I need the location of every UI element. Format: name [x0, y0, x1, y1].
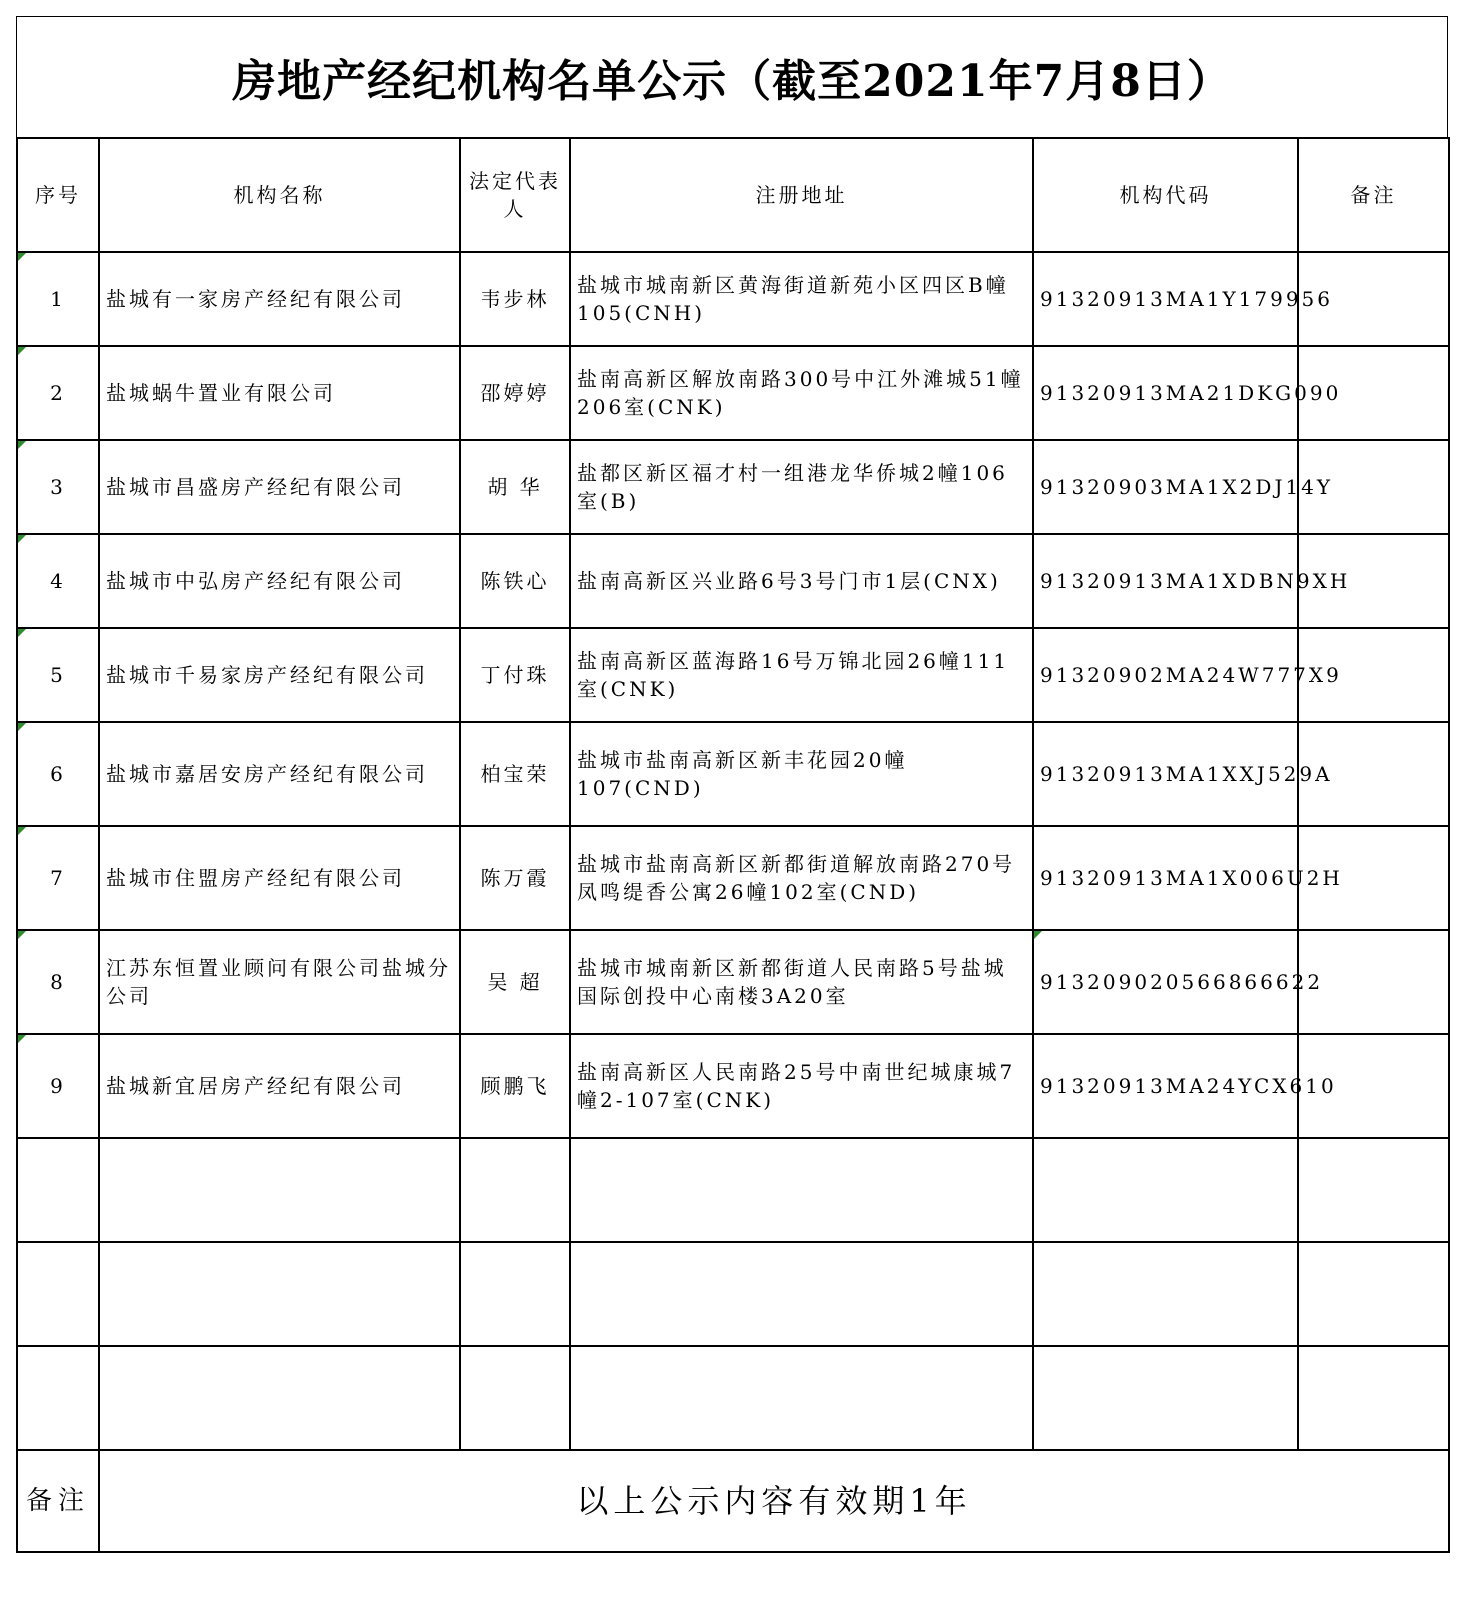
cell-address-text: 盐南高新区兴业路6号3号门市1层(CNX) — [577, 569, 1001, 593]
footer-note: 以上公示内容有效期1年 — [99, 1450, 1449, 1552]
empty-cell — [17, 1346, 99, 1450]
cell-name — [99, 346, 460, 440]
cell-code — [1033, 252, 1333, 346]
cell-address-text: 盐都区新区福才村一组港龙华侨城2幢106室(B) — [577, 461, 1008, 513]
cell-address — [570, 534, 1033, 628]
cell-code — [1033, 440, 1334, 534]
table-header-row — [17, 138, 1449, 252]
cell-no — [17, 346, 99, 440]
cell-name-text: 盐城市嘉居安房产经纪有限公司 — [106, 762, 428, 786]
cell-no — [17, 826, 99, 930]
header-remark: 备注 — [1298, 138, 1449, 252]
page-title: 房地产经纪机构名单公示（截至2021年7月8日） — [232, 56, 1232, 107]
empty-cell — [1033, 1138, 1298, 1242]
empty-cell — [99, 1242, 460, 1346]
empty-cell — [570, 1242, 1033, 1346]
cell-name-text: 盐城市中弘房产经纪有限公司 — [106, 569, 405, 593]
empty-row — [17, 1242, 1449, 1346]
cell-name — [99, 826, 460, 930]
empty-cell — [17, 1138, 99, 1242]
table-row — [17, 534, 1449, 628]
empty-row — [17, 1346, 1449, 1450]
cell-remark — [1298, 826, 1449, 930]
cell-name-text: 盐城市昌盛房产经纪有限公司 — [106, 475, 405, 499]
empty-cell — [570, 1138, 1033, 1242]
empty-cell — [460, 1346, 570, 1450]
cell-no-text: 3 — [50, 475, 66, 499]
cell-corner-marker-icon — [18, 629, 26, 637]
cell-name — [99, 628, 460, 722]
cell-name — [99, 440, 460, 534]
table-row — [17, 722, 1449, 826]
cell-rep — [460, 534, 570, 628]
cell-address — [570, 252, 1033, 346]
empty-cell — [99, 1346, 460, 1450]
cell-address-text: 盐城市城南新区黄海街道新苑小区四区B幢105(CNH) — [577, 273, 1009, 325]
document-sheet — [16, 16, 1448, 1553]
cell-code — [1033, 826, 1343, 930]
cell-remark — [1298, 722, 1449, 826]
cell-name-text: 盐城蜗牛置业有限公司 — [106, 381, 336, 405]
cell-code-text: 91320913MA1Y179956 — [1040, 287, 1333, 311]
cell-code-text: 91320913MA1XDBN9XH — [1040, 569, 1351, 593]
cell-rep — [460, 346, 570, 440]
empty-cell — [1298, 1242, 1449, 1346]
cell-rep-text: 韦步林 — [480, 287, 550, 311]
cell-name-text: 江苏东恒置业顾问有限公司盐城分公司 — [106, 956, 451, 1008]
cell-rep-text: 邵婷婷 — [480, 381, 550, 405]
cell-address — [570, 346, 1033, 440]
cell-no-text: 8 — [50, 970, 66, 994]
cell-code-text: 91320913MA1XXJ529A — [1040, 762, 1333, 786]
cell-rep — [460, 930, 570, 1034]
cell-address-text: 盐城市盐南高新区新都街道解放南路270号凤鸣缇香公寓26幢102室(CND) — [577, 852, 1016, 904]
cell-corner-marker-icon — [18, 1035, 26, 1043]
cell-corner-marker-icon — [18, 931, 26, 939]
cell-rep — [460, 440, 570, 534]
table-row — [17, 440, 1449, 534]
cell-no — [17, 1034, 99, 1138]
cell-code-text: 91320913MA24YCX610 — [1040, 1074, 1337, 1098]
cell-corner-marker-icon — [18, 253, 26, 261]
cell-code — [1033, 1034, 1337, 1138]
footer-row — [17, 1450, 1449, 1552]
cell-code-text: 91320902MA24W777X9 — [1040, 663, 1342, 687]
cell-remark — [1298, 628, 1449, 722]
cell-name — [99, 252, 460, 346]
cell-rep-text: 陈万霞 — [480, 866, 550, 890]
cell-code-text: 91320913MA21DKG090 — [1040, 381, 1342, 405]
cell-remark — [1298, 440, 1449, 534]
cell-remark — [1298, 252, 1449, 346]
footer-label: 备注 — [17, 1450, 99, 1552]
cell-remark — [1298, 346, 1449, 440]
cell-no — [17, 440, 99, 534]
empty-cell — [1033, 1346, 1298, 1450]
cell-rep-text: 柏宝荣 — [480, 762, 550, 786]
cell-code — [1033, 628, 1342, 722]
cell-no-text: 9 — [50, 1074, 66, 1098]
table-row — [17, 826, 1449, 930]
header-code: 机构代码 — [1033, 138, 1298, 252]
cell-no-text: 1 — [50, 287, 66, 311]
cell-name — [99, 930, 460, 1034]
empty-cell — [460, 1242, 570, 1346]
cell-code — [1033, 722, 1333, 826]
cell-code — [1033, 534, 1351, 628]
header-rep: 法定代表人 — [460, 138, 570, 252]
cell-rep-text: 陈铁心 — [480, 569, 550, 593]
cell-address-text: 盐南高新区人民南路25号中南世纪城康城7幢2-107室(CNK) — [577, 1060, 1016, 1112]
empty-row — [17, 1138, 1449, 1242]
empty-cell — [17, 1242, 99, 1346]
cell-name-text: 盐城新宜居房产经纪有限公司 — [106, 1074, 405, 1098]
cell-address — [570, 1034, 1033, 1138]
cell-remark — [1298, 1034, 1449, 1138]
cell-no — [17, 628, 99, 722]
header-name: 机构名称 — [99, 138, 460, 252]
cell-address-text: 盐南高新区蓝海路16号万锦北园26幢111室(CNK) — [577, 649, 1010, 701]
table-row — [17, 628, 1449, 722]
cell-name-text: 盐城市住盟房产经纪有限公司 — [106, 866, 405, 890]
header-address: 注册地址 — [570, 138, 1033, 252]
cell-address-text: 盐南高新区解放南路300号中江外滩城51幢206室(CNK) — [577, 367, 1024, 419]
cell-corner-marker-icon — [18, 347, 26, 355]
cell-corner-marker-icon — [18, 723, 26, 731]
cell-name — [99, 534, 460, 628]
cell-no — [17, 722, 99, 826]
empty-cell — [460, 1138, 570, 1242]
cell-address — [570, 722, 1033, 826]
cell-no-text: 7 — [50, 866, 66, 890]
cell-rep — [460, 722, 570, 826]
cell-rep — [460, 628, 570, 722]
cell-address-text: 盐城市城南新区新都街道人民南路5号盐城国际创投中心南楼3A20室 — [577, 956, 1007, 1008]
cell-corner-marker-icon — [18, 827, 26, 835]
empty-cell — [99, 1138, 460, 1242]
cell-address — [570, 628, 1033, 722]
cell-code-text: 91320903MA1X2DJ14Y — [1040, 475, 1334, 499]
empty-cell — [1298, 1138, 1449, 1242]
cell-corner-marker-icon — [18, 535, 26, 543]
cell-no — [17, 534, 99, 628]
table-row — [17, 1034, 1449, 1138]
cell-no-text: 4 — [50, 569, 66, 593]
cell-rep-text: 吴 超 — [487, 970, 543, 994]
cell-rep — [460, 1034, 570, 1138]
cell-code-text: 91320913MA1X006U2H — [1040, 866, 1343, 890]
cell-no-text: 6 — [50, 762, 66, 786]
cell-name-text: 盐城市千易家房产经纪有限公司 — [106, 663, 428, 687]
cell-no-text: 5 — [50, 663, 66, 687]
table-row — [17, 252, 1449, 346]
cell-rep — [460, 252, 570, 346]
cell-code — [1033, 346, 1342, 440]
cell-corner-marker-icon — [1034, 931, 1042, 939]
table-row — [17, 346, 1449, 440]
header-no: 序号 — [17, 138, 99, 252]
cell-no-text: 2 — [50, 381, 66, 405]
cell-no — [17, 252, 99, 346]
cell-corner-marker-icon — [18, 441, 26, 449]
cell-address-text: 盐城市盐南高新区新丰花园20幢107(CND) — [577, 748, 908, 800]
cell-remark — [1298, 930, 1449, 1034]
empty-cell — [570, 1346, 1033, 1450]
cell-address — [570, 826, 1033, 930]
empty-cell — [1298, 1346, 1449, 1450]
table-row — [17, 930, 1449, 1034]
cell-rep-text: 顾鹏飞 — [480, 1074, 550, 1098]
cell-code — [1033, 930, 1324, 1034]
cell-rep-text: 胡 华 — [487, 475, 543, 499]
cell-address — [570, 440, 1033, 534]
title-box — [16, 16, 1448, 137]
cell-name-text: 盐城有一家房产经纪有限公司 — [106, 287, 405, 311]
empty-cell — [1033, 1242, 1298, 1346]
cell-rep-text: 丁付珠 — [480, 663, 550, 687]
agency-table — [16, 137, 1450, 1553]
cell-code-text: 913209020566866622 — [1040, 970, 1324, 994]
cell-name — [99, 1034, 460, 1138]
cell-address — [570, 930, 1033, 1034]
cell-no — [17, 930, 99, 1034]
cell-remark — [1298, 534, 1449, 628]
cell-rep — [460, 826, 570, 930]
cell-name — [99, 722, 460, 826]
